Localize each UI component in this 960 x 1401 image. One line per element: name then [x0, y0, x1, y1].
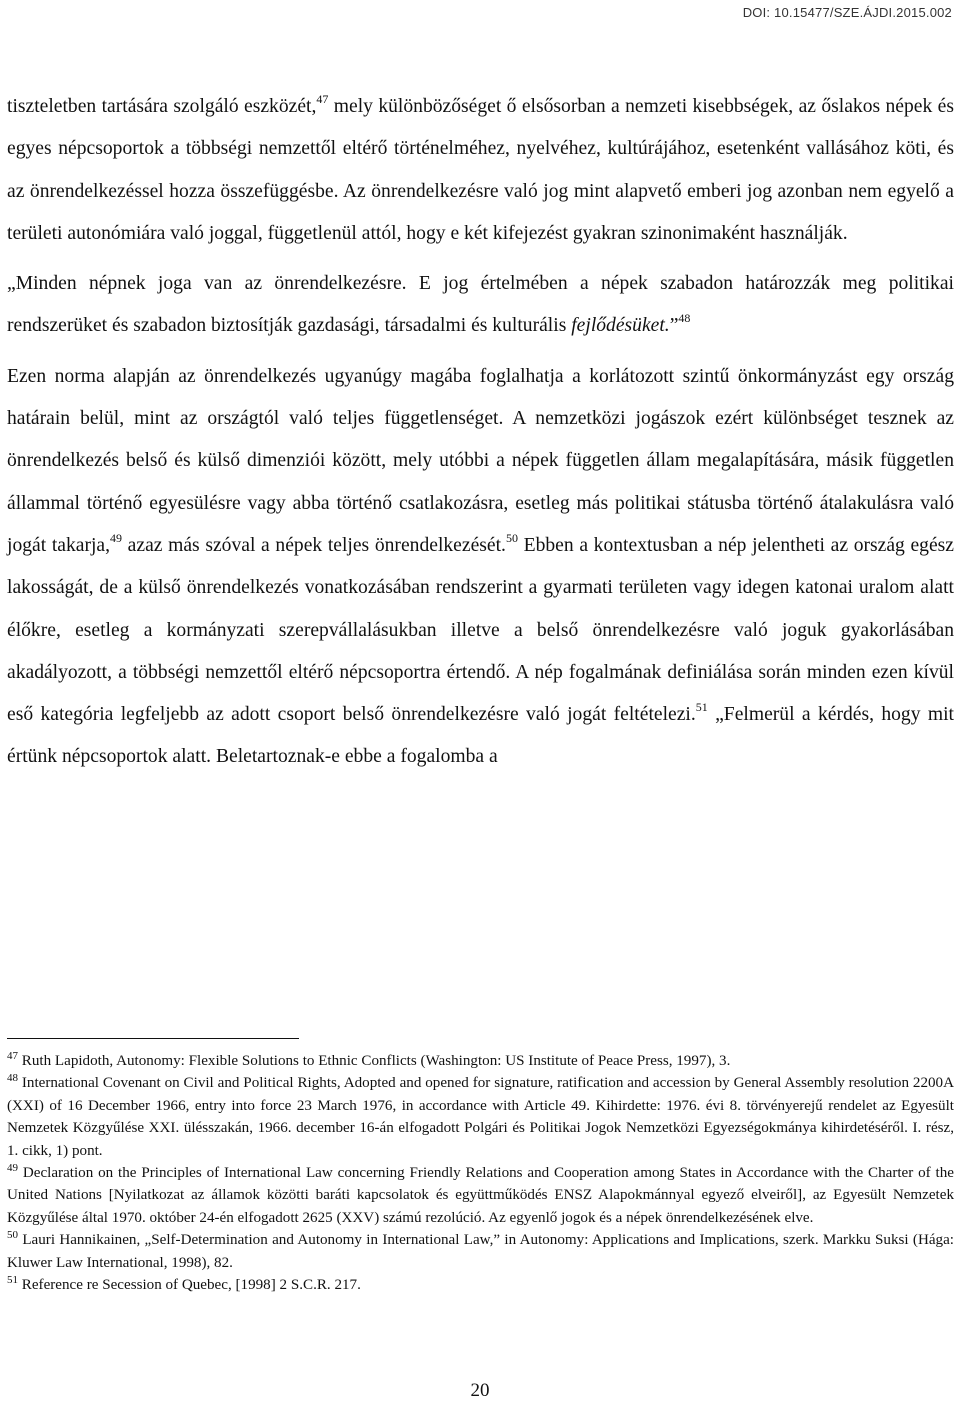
footnote-ref-51[interactable]: 51	[695, 700, 708, 715]
footnote-text: Reference re Secession of Quebec, [1998] 2 S.C.R. 217.	[18, 1277, 361, 1294]
footnote-text: International Covenant on Civil and Political Rights, Adopted and opened for signature, ratification and accession by General Assembly resolution 2200A (XXI) of 16 December 1966, entry into force 23 March 1976, in accordance with Article 49. Kihirdette: 1976. évi 8. törvényerejű rendelet az Egyesült Nemzetek Közgyűlése XXI. ülésszakán, 1966. december 16-án elfogadott Polgári és Politikai Jogok Nemzetközi Egyezségokmánya kihirdetéséről. I. rész, 1. cikk, 1) pont.	[7, 1075, 954, 1159]
footnote-ref-49[interactable]: 49	[110, 530, 123, 545]
footnote-ref-48[interactable]: 48	[678, 311, 691, 326]
footnote-number: 50	[7, 1229, 18, 1242]
paragraph-1-text-b: mely különbözőséget ő elsősorban a nemzeti kisebbségek, az őslakos népek és egyes népcsoportok a többségi nemzettől eltérő történelméhez, nyelvéhez, kultúrájához, esetenként vallásához köti, és az önrendelkezéssel hozza összefüggésbe. Az önrendelkezésre való jog mint alapvető emberi jog azonban nem egyelő a területi autonómiára való joggal, függetlenül attól, hogy e két kifejezést gyakran szinonimaként használják.	[7, 96, 954, 244]
paragraph-1-text-a: tiszteletben tartására szolgáló eszközét,	[7, 96, 317, 117]
footnote-separator	[7, 1038, 299, 1039]
footnote-number: 49	[7, 1162, 18, 1175]
page-number: 20	[470, 1380, 490, 1401]
footnote-number: 47	[7, 1050, 18, 1062]
doi-header: DOI: 10.15477/SZE.ÁJDI.2015.002	[742, 5, 952, 20]
quote-close-mark: ”	[669, 315, 679, 337]
footnote-text: Lauri Hannikainen, „Self-Determination and Autonomy in International Law,” in Autonomy: Applications and Implications, szerk. Markku Suksi (Hága: Kluwer Law International, 1998), 82.	[7, 1232, 954, 1271]
footnote-51	[7, 1274, 954, 1296]
main-text	[7, 86, 954, 779]
footnotes	[7, 1050, 954, 1296]
paragraph-3-text-b: azaz más szóval a népek teljes önrendelkezését.	[122, 534, 506, 556]
quote-paragraph	[7, 263, 954, 348]
footnote-number: 48	[7, 1072, 18, 1085]
footnote-text: Declaration on the Principles of International Law concerning Friendly Relations and Cooperation among States in Accordance with the Charter of the United Nations [Nyilatkozat az államok közötti baráti kapcsolatok és együttműködés ENSZ Alapokmánnyal egyező elveiről], az Egyesült Nemzetek Közgyűlése által 1970. október 24-én elfogadott 2625 (XXV) számú rezolúció. Az egyenlő jogok és a népek önrendelkezésének elve.	[7, 1165, 954, 1226]
paragraph-1	[7, 86, 954, 255]
quote-italic-word: fejlődésüket.	[571, 315, 670, 337]
footnote-48	[7, 1072, 954, 1162]
footnote-ref-50[interactable]: 50	[505, 530, 518, 545]
paragraph-3-text-d: „Felmerül a kérdés, hogy mit értünk népcsoportok alatt. Beletartoznak-e ebbe a fogalomba a	[7, 704, 954, 768]
footnote-47	[7, 1050, 954, 1072]
paragraph-3-text-a: Ezen norma alapján az önrendelkezés ugyanúgy magába foglalhatja a korlátozott szintű önkormányzást egy ország határain belül, mint az országtól való teljes függetlenséget. A nemzetközi jogászok ezért különbséget tesznek az önrendelkezés belső és külső dimenziói között, mely utóbbi a népek független állam megalapítására, másik független állammal történő egyesülésre vagy abba történő csatlakozásra, esetleg más politikai státusba történő átalakulásra való jogát takarja,	[7, 365, 954, 556]
paragraph-3-text-c: Ebben a kontextusban a nép jelentheti az ország egész lakosságát, de a külső önrendelkezés vonatkozásában rendszerint a gyarmati területen vagy idegen katonai uralom alatt élőkre, esetleg a kormányzati szerepvállalásukban illetve a belső önrendelkezésre való joguk gyakorlásában akadályozott, a többségi nemzettől eltérő népcsoportra értendő. A nép fogalmának definiálása során minden ezen kívül eső kategória legfeljebb az adott csoport belső önrendelkezésre való jogát feltételezi.	[7, 534, 954, 726]
quote-text: „Minden népnek joga van az önrendelkezésre. E jog értelmében a népek szabadon határozzák meg politikai rendszerüket és szabadon biztosítják gazdasági, társadalmi és kulturális	[7, 273, 954, 337]
footnote-ref-47[interactable]: 47	[316, 92, 329, 106]
footnote-number: 51	[7, 1274, 18, 1287]
footnote-49	[7, 1162, 954, 1229]
paragraph-3	[7, 356, 954, 779]
footnote-50	[7, 1229, 954, 1274]
footnote-text: Ruth Lapidoth, Autonomy: Flexible Solutions to Ethnic Conflicts (Washington: US Institute of Peace Press, 1997), 3.	[18, 1053, 731, 1069]
